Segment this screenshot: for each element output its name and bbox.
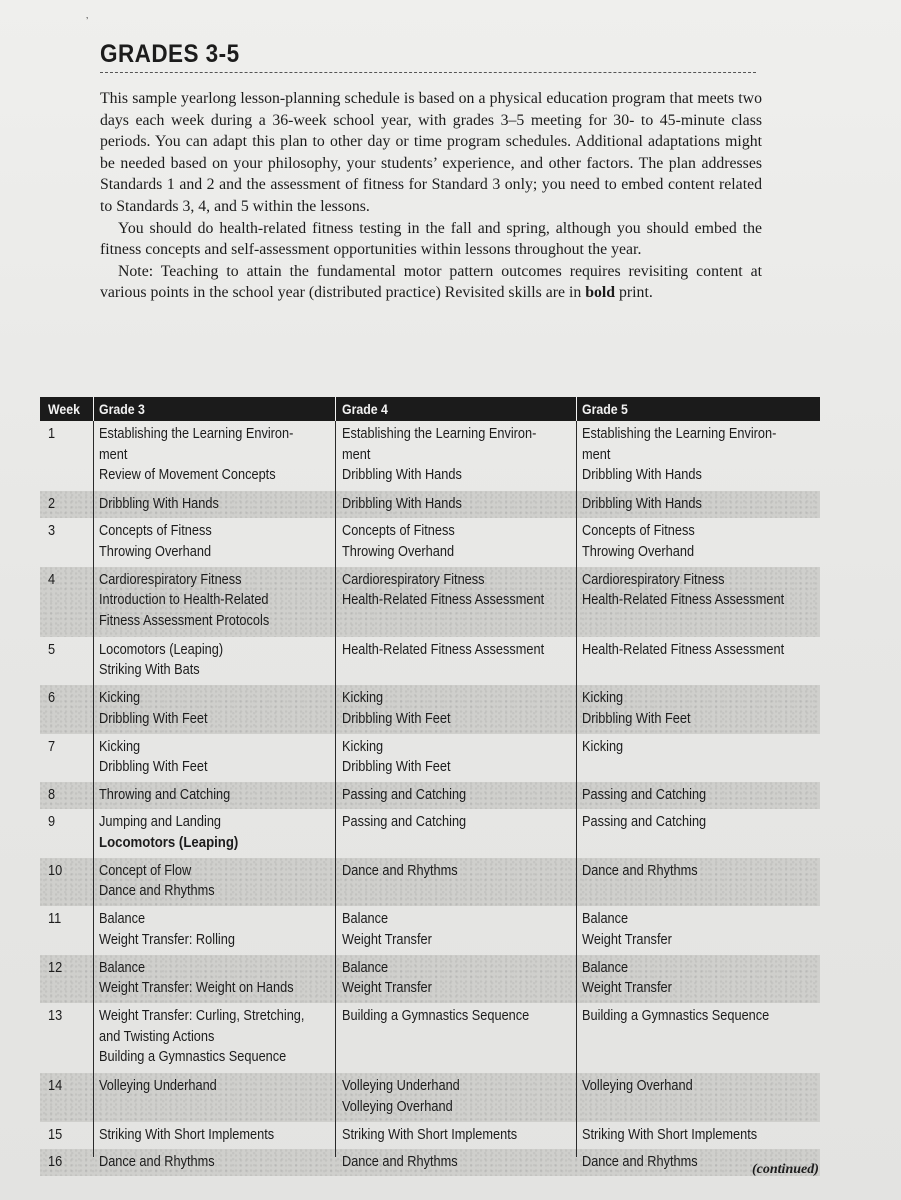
continued-note: (continued) [752, 1162, 819, 1177]
cell-line: Dance and Rhythms [582, 862, 698, 879]
week-number: 4 [48, 571, 56, 588]
grade-4-cell [342, 958, 432, 999]
table-row [40, 637, 820, 686]
week-number: 6 [48, 690, 56, 706]
cell-line: Throwing Overhand [99, 543, 212, 560]
grade-3-cell [99, 424, 293, 486]
cell-line: Dribbling With Feet [99, 759, 208, 775]
week-number: 16 [48, 1153, 63, 1170]
cell-line: Review of Movement Concepts [99, 467, 276, 483]
cell-line: Balance [582, 959, 629, 976]
cell-line: Volleying Overhand [582, 1078, 693, 1094]
grade-3-cell [99, 570, 269, 632]
grade-3-cell [99, 812, 238, 853]
cell-line: Passing and Catching [342, 814, 467, 830]
grade-4-cell [342, 1152, 458, 1173]
grade-5-cell [582, 570, 784, 611]
grade-4-cell [342, 812, 466, 833]
week-number: 2 [48, 496, 56, 512]
week-number: 11 [48, 911, 62, 927]
cell-line: Fitness Assessment Protocols [99, 612, 270, 629]
grade-4-cell [342, 785, 466, 806]
intro-text [100, 88, 762, 304]
intro-paragraph-1: This sample yearlong lesson-planning schedule is based on a physical education program that meets two days each week during a 36-week school year, with grades 3–5 meeting for 30- to 45-minute class periods. You can adapt this plan to other day or time program schedules. Additional adaptations might be needed based on your philosophy, your students’ experience, and other factors. The plan addresses Standards 1 and 2 and the assessment of fitness for Standard 3 only; you need to embed content related to Standards 3, 4, and 5 within the lessons. [100, 90, 762, 215]
week-number: 12 [48, 959, 63, 976]
table-row [40, 1003, 820, 1073]
cell-line: Weight Transfer: Rolling [99, 931, 235, 948]
grade-5-cell [582, 1125, 757, 1146]
cell-line: Concepts of Fitness [582, 523, 695, 539]
table-row [40, 809, 820, 858]
grade-3-cell [99, 958, 294, 999]
grade-5-cell [582, 640, 784, 661]
cell-line: Dance and Rhythms [342, 862, 458, 879]
table-row [40, 1149, 820, 1176]
grade-3-cell [99, 861, 215, 902]
week-number: 1 [48, 426, 56, 442]
cell-line: Throwing Overhand [582, 543, 695, 560]
table-row [40, 491, 820, 518]
grade-3-cell [99, 640, 223, 681]
header-grade-4: Grade 4 [342, 401, 388, 417]
cell-line: Building a Gymnastics Sequence [342, 1008, 530, 1024]
cell-line: Concept of Flow [99, 862, 192, 879]
week-number: 14 [48, 1078, 63, 1094]
week-number: 9 [48, 814, 56, 830]
cell-line: Health-Related Fitness Assessment [342, 592, 545, 608]
table-row [40, 906, 820, 955]
cell-line: Dance and Rhythms [99, 1153, 215, 1170]
cell-line: Dance and Rhythms [99, 883, 215, 899]
header-week: Week [48, 401, 80, 417]
cell-line: Kicking [342, 738, 384, 755]
table-row [40, 858, 820, 907]
cell-line: Striking With Short Implements [582, 1126, 758, 1143]
grade-5-cell [582, 785, 706, 806]
cell-line: Volleying Overhand [342, 1098, 453, 1115]
column-divider [93, 397, 94, 1157]
page-title: GRADES 3-5 [100, 40, 240, 68]
grade-4-cell [342, 1125, 517, 1146]
grade-5-cell [582, 1006, 769, 1027]
cell-line: Striking With Bats [99, 662, 200, 678]
cell-line: Balance [582, 911, 629, 927]
table-row [40, 421, 820, 491]
cell-line: Health-Related Fitness Assessment [342, 641, 545, 658]
page-mark: ’ [86, 16, 89, 27]
grade-3-cell [99, 1125, 274, 1146]
grade-3-cell [99, 909, 235, 950]
cell-line: Dribbling With Feet [342, 710, 451, 727]
cell-line: Concepts of Fitness [99, 523, 212, 539]
grade-5-cell [582, 909, 672, 950]
grade-3-cell [99, 785, 230, 806]
cell-line: Dribbling With Hands [582, 467, 702, 483]
cell-line: ment [582, 446, 611, 463]
cell-line: Balance [99, 959, 146, 976]
grade-5-cell [582, 861, 698, 882]
cell-line: Weight Transfer [342, 980, 432, 996]
header-grade-3: Grade 3 [99, 401, 145, 417]
note-text-end: print. [615, 284, 653, 302]
grade-3-cell [99, 688, 208, 729]
grade-4-cell [342, 494, 462, 515]
intro-paragraph-2: You should do health-related fitness testing in the fall and spring, although you should embed the fitness concepts and self-assessment opportunities within lessons throughout the year. [100, 219, 762, 259]
cell-line: Building a Gymnastics Sequence [99, 1049, 287, 1065]
grade-4-cell [342, 424, 536, 486]
cell-line: Health-Related Fitness Assessment [582, 592, 785, 608]
table-row [40, 1073, 820, 1122]
grade-4-cell [342, 1006, 529, 1027]
cell-line: Dance and Rhythms [582, 1153, 698, 1170]
grade-4-cell [342, 909, 432, 950]
grade-5-cell [582, 424, 776, 486]
cell-line: Weight Transfer [582, 980, 672, 996]
cell-line: Striking With Short Implements [99, 1126, 275, 1143]
week-number: 10 [48, 862, 63, 879]
table-row [40, 734, 820, 783]
week-number: 5 [48, 641, 56, 658]
cell-line: Volleying Underhand [99, 1078, 217, 1094]
cell-line: Balance [342, 911, 389, 927]
grade-4-cell [342, 570, 544, 611]
cell-line: Establishing the Learning Environ- [342, 426, 537, 442]
intro-paragraph-3 [100, 261, 762, 304]
cell-line: Dribbling With Hands [342, 496, 462, 512]
grade-4-cell [342, 521, 455, 562]
column-divider [576, 397, 577, 1157]
grade-5-cell [582, 688, 691, 729]
grade-4-cell [342, 861, 458, 882]
cell-line: Concepts of Fitness [342, 523, 455, 539]
cell-line: Dribbling With Hands [582, 496, 702, 512]
note-bold-word: bold [585, 284, 616, 302]
note-text: Note: Teaching to attain the fundamental motor pattern outcomes requires revisiting content at various points in the school year (distributed practice) Revisited skills are in [100, 262, 762, 302]
header-divider [576, 397, 577, 421]
cell-line: Passing and Catching [342, 787, 467, 803]
cell-line: Weight Transfer [582, 931, 672, 948]
grade-5-cell [582, 958, 672, 999]
cell-line: Health-Related Fitness Assessment [582, 641, 785, 658]
cell-line: Cardiorespiratory Fitness [582, 571, 725, 588]
grade-3-cell [99, 494, 219, 515]
cell-line: Kicking [342, 690, 384, 706]
week-number: 3 [48, 523, 56, 539]
grade-5-cell [582, 737, 623, 758]
title-rule [100, 72, 756, 73]
cell-line: Throwing and Catching [99, 787, 231, 803]
cell-line: Striking With Short Implements [342, 1126, 518, 1143]
table-row [40, 685, 820, 734]
cell-line: Weight Transfer: Curling, Stretching, [99, 1008, 305, 1024]
cell-line: Balance [342, 959, 389, 976]
cell-line: Passing and Catching [582, 787, 707, 803]
grade-3-cell [99, 521, 212, 562]
cell-line: ment [342, 446, 371, 463]
grade-3-cell [99, 1076, 217, 1097]
cell-line: Passing and Catching [582, 814, 707, 830]
header-divider [93, 397, 94, 421]
grade-5-cell [582, 494, 702, 515]
cell-line: Cardiorespiratory Fitness [99, 571, 242, 588]
table-row [40, 1122, 820, 1149]
cell-line: Cardiorespiratory Fitness [342, 571, 485, 588]
cell-line: Locomotors (Leaping) [99, 641, 224, 658]
cell-line: Balance [99, 911, 146, 927]
cell-line: Establishing the Learning Environ- [99, 426, 294, 442]
header-divider [335, 397, 336, 421]
table-row [40, 955, 820, 1004]
cell-line: Volleying Underhand [342, 1078, 460, 1094]
week-number: 7 [48, 738, 56, 755]
grade-3-cell [99, 1152, 215, 1173]
grade-4-cell [342, 688, 451, 729]
cell-line: Dribbling With Hands [342, 467, 462, 483]
cell-line: Kicking [582, 690, 624, 706]
grade-4-cell [342, 737, 451, 778]
table-row [40, 567, 820, 637]
week-number: 13 [48, 1008, 63, 1024]
grade-4-cell [342, 1076, 460, 1117]
cell-line: Dribbling With Feet [582, 710, 691, 727]
grade-5-cell [582, 812, 706, 833]
grade-5-cell [582, 1076, 693, 1097]
grade-4-cell [342, 640, 544, 661]
cell-line: Introduction to Health-Related [99, 592, 269, 608]
revisited-skill: Locomotors (Leaping) [99, 833, 239, 851]
grade-5-cell [582, 521, 695, 562]
week-number: 15 [48, 1126, 63, 1143]
header-grade-5: Grade 5 [582, 401, 628, 417]
cell-line: Kicking [99, 690, 141, 706]
cell-line: Jumping and Landing [99, 814, 222, 830]
cell-line: Establishing the Learning Environ- [582, 426, 777, 442]
cell-line: and Twisting Actions [99, 1028, 215, 1045]
cell-line: Weight Transfer: Weight on Hands [99, 980, 294, 996]
cell-line: Throwing Overhand [342, 543, 455, 560]
cell-line: Weight Transfer [342, 931, 432, 948]
table-header [40, 397, 820, 421]
cell-line: ment [99, 446, 128, 463]
cell-line: Dance and Rhythms [342, 1153, 458, 1170]
grade-5-cell [582, 1152, 698, 1173]
grade-3-cell [99, 737, 208, 778]
cell-line: Dribbling With Feet [342, 759, 451, 775]
grade-3-cell [99, 1006, 304, 1068]
cell-line: Dribbling With Hands [99, 496, 219, 512]
cell-line: Dribbling With Feet [99, 710, 208, 727]
week-number: 8 [48, 787, 56, 803]
table-row [40, 518, 820, 567]
table-row [40, 782, 820, 809]
cell-line: Kicking [99, 738, 141, 755]
column-divider [335, 397, 336, 1157]
cell-line: Kicking [582, 738, 624, 755]
cell-line: Building a Gymnastics Sequence [582, 1008, 770, 1024]
